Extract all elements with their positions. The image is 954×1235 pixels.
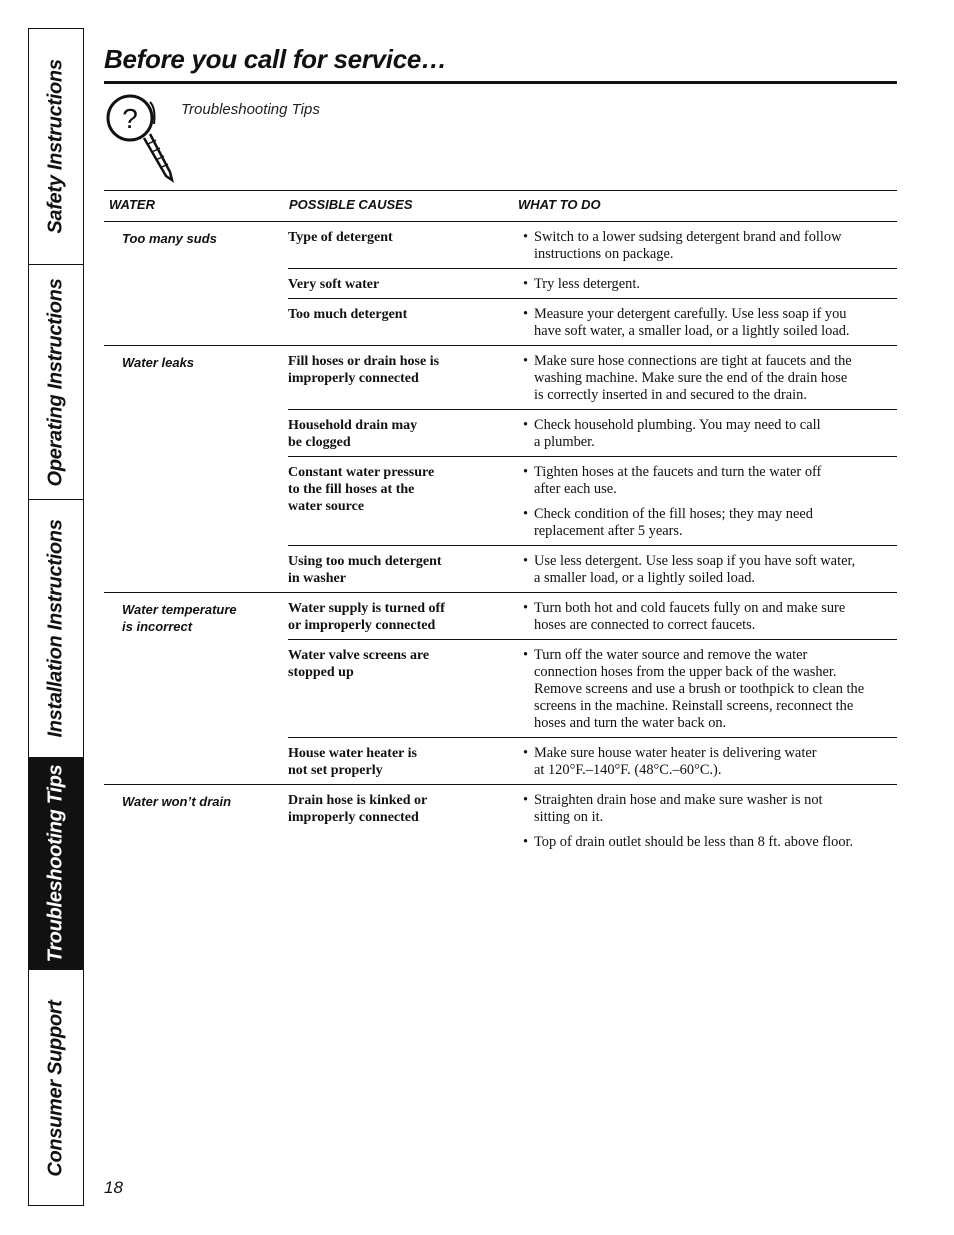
possible-cause: Water valve screens are stopped up bbox=[288, 648, 430, 680]
table-row bbox=[288, 346, 897, 410]
column-header-todo: WHAT TO DO bbox=[518, 197, 601, 212]
what-to-do bbox=[514, 792, 897, 851]
remedy-item: • Straighten drain hose and make sure washer is not sitting on it. bbox=[518, 792, 893, 826]
what-to-do bbox=[514, 417, 897, 451]
what-to-do bbox=[514, 306, 897, 340]
possible-cause: Drain hose is kinked or improperly connected bbox=[288, 793, 428, 825]
title-rule bbox=[104, 81, 897, 84]
column-header-water: WATER bbox=[109, 197, 155, 212]
possible-cause: House water heater is not set properly bbox=[288, 746, 417, 778]
remedy-item: • Tighten hoses at the faucets and turn the water off after each use. bbox=[518, 464, 893, 498]
section-subtitle: Troubleshooting Tips bbox=[181, 101, 320, 118]
what-to-do bbox=[514, 600, 897, 634]
page-number: 18 bbox=[104, 1178, 123, 1197]
remedy-item: • Make sure hose connections are tight at faucets and the washing machine. Make sure the end of the drain hose is correctly inserted in and secured to the drain. bbox=[518, 353, 893, 404]
table-row bbox=[288, 269, 897, 299]
tab-operating-instructions[interactable]: Operating Instructions bbox=[29, 265, 83, 500]
what-to-do bbox=[514, 464, 897, 540]
problem-label: Water temperature is incorrect bbox=[122, 602, 237, 634]
table-row bbox=[288, 222, 897, 269]
problem-section bbox=[104, 785, 897, 856]
section-tabs bbox=[28, 28, 84, 1206]
remedy-item: • Switch to a lower sudsing detergent brand and follow instructions on package. bbox=[518, 229, 893, 263]
what-to-do bbox=[514, 745, 897, 779]
tab-installation-instructions[interactable]: Installation Instructions bbox=[29, 500, 83, 758]
svg-text:?: ? bbox=[122, 103, 138, 134]
table-header bbox=[104, 190, 897, 222]
remedy-item: • Try less detergent. bbox=[518, 276, 893, 293]
remedy-item: • Turn off the water source and remove the water connection hoses from the upper back of the washer. Remove screens and use a brush or toothpick to clean the screens in the machine. Reinstall screens, reconnect the hoses and turn the water back on. bbox=[518, 647, 893, 732]
what-to-do bbox=[514, 276, 897, 293]
remedy-item: • Measure your detergent carefully. Use less soap if you have soft water, a smaller load, or a lightly soiled load. bbox=[518, 306, 893, 340]
table-row bbox=[288, 546, 897, 592]
tab-consumer-support[interactable]: Consumer Support bbox=[44, 1000, 67, 1177]
what-to-do bbox=[514, 353, 897, 404]
what-to-do bbox=[514, 647, 897, 732]
possible-cause: Constant water pressure to the fill hoses at the water source bbox=[288, 465, 435, 514]
possible-cause: Too much detergent bbox=[288, 307, 408, 322]
table-row bbox=[288, 640, 897, 738]
table-row bbox=[288, 785, 897, 856]
table-row bbox=[288, 299, 897, 345]
question-magnifier-icon bbox=[104, 94, 180, 184]
troubleshooting-table bbox=[104, 190, 897, 856]
what-to-do bbox=[514, 229, 897, 263]
table-row bbox=[288, 457, 897, 546]
remedy-item: • Check household plumbing. You may need to call a plumber. bbox=[518, 417, 893, 451]
problem-section bbox=[104, 222, 897, 346]
tab-safety-instructions[interactable]: Safety Instructions bbox=[29, 29, 83, 265]
possible-cause: Water supply is turned off or improperly connected bbox=[288, 601, 445, 633]
remedy-item: • Make sure house water heater is delivering water at 120°F.–140°F. (48°C.–60°C.). bbox=[518, 745, 893, 779]
possible-cause: Household drain may be clogged bbox=[288, 418, 418, 450]
remedy-item: • Top of drain outlet should be less than 8 ft. above floor. bbox=[518, 834, 893, 851]
table-row bbox=[288, 410, 897, 457]
possible-cause: Using too much detergent in washer bbox=[288, 554, 442, 586]
problem-section bbox=[104, 593, 897, 785]
remedy-item: • Check condition of the fill hoses; they may need replacement after 5 years. bbox=[518, 506, 893, 540]
table-row bbox=[288, 738, 897, 784]
page-title: Before you call for service… bbox=[104, 44, 447, 74]
table-row bbox=[288, 593, 897, 640]
possible-cause: Fill hoses or drain hose is improperly connected bbox=[288, 354, 440, 386]
table-body bbox=[104, 222, 897, 856]
tab-troubleshooting-tips[interactable]: Troubleshooting Tips bbox=[29, 758, 83, 970]
problem-label: Water won’t drain bbox=[122, 794, 232, 809]
remedy-item: • Turn both hot and cold faucets fully on and make sure hoses are connected to correct faucets. bbox=[518, 600, 893, 634]
column-header-causes: POSSIBLE CAUSES bbox=[289, 197, 413, 212]
problem-section bbox=[104, 346, 897, 593]
remedy-item: • Use less detergent. Use less soap if you have soft water, a smaller load, or a lightly soiled load. bbox=[518, 553, 893, 587]
problem-label: Water leaks bbox=[122, 355, 195, 370]
problem-label: Too many suds bbox=[122, 231, 217, 246]
possible-cause: Very soft water bbox=[288, 277, 380, 292]
possible-cause: Type of detergent bbox=[288, 230, 393, 245]
what-to-do bbox=[514, 553, 897, 587]
